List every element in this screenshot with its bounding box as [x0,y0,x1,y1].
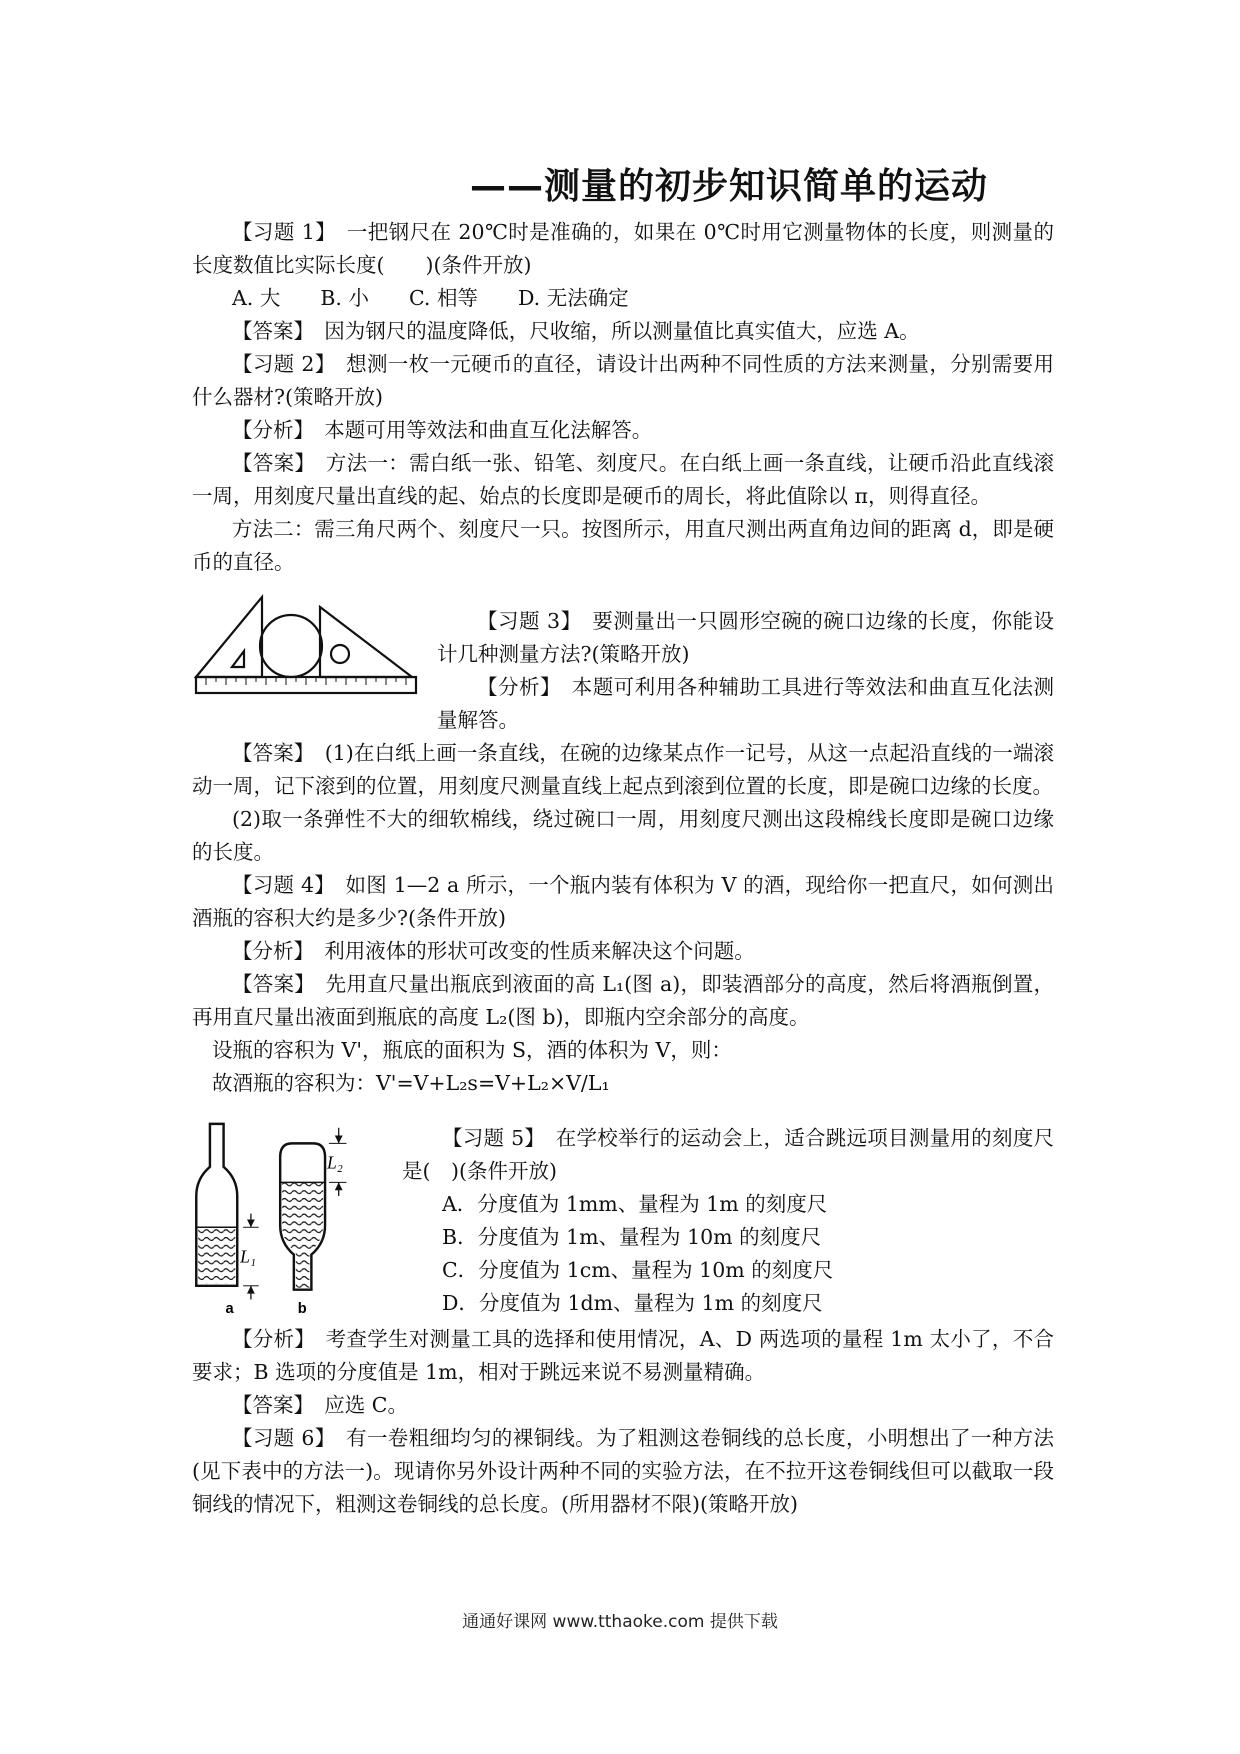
q1-option-a: A. 大 [232,286,281,310]
q1-text: 【习题 1】 一把钢尺在 20℃时是准确的，如果在 0℃时用它测量物体的长度，则测量的长度数值比实际长度( )(条件开放) [192,220,1054,277]
q4-line-2: 故酒瓶的容积为：V'=V+L₂s=V+L₂×V/L₁ [212,1071,610,1095]
q4-text: 【习题 4】 如图 1—2 a 所示，一个瓶内装有体积为 V 的酒，现给你一把直尺，如何测出酒瓶的容积大约是多少?(条件开放) [192,873,1054,930]
q4-answer: 【答案】 先用直尺量出瓶底到液面的高 L₁(图 a)，即装酒部分的高度，然后将酒瓶倒置，再用直尺量出液面到瓶底的高度 L₂(图 b)，即瓶内空余部分的高度。 [192,972,1054,1029]
page-title: ——测量的初步知识简单的运动 [470,166,989,207]
label-l1: L₁ [240,1246,257,1267]
q5-answer: 【答案】 应选 C。 [232,1393,408,1417]
q3-answer-2: (2)取一条弹性不大的细软棉线，绕过碗口一周，用刻度尺测出这段棉线长度即是碗口边缘的长度。 [192,807,1054,864]
q2-text: 【习题 2】 想测一枚一元硬币的直径，请设计出两种不同性质的方法来测量，分别需要用什么器材?(策略开放) [192,352,1054,409]
q2-answer: 【答案】 方法一：需白纸一张、铅笔、刻度尺。在白纸上画一条直线，让硬币沿此直线滚一周，用刻度尺量出直线的起、始点的长度即是硬币的周长，将此值除以 π，则得直径。 [192,451,1054,508]
q1-option-b: B. 小 [320,286,369,310]
triangles-coin-figure [192,593,422,703]
q5-text: 【习题 5】 在学校举行的运动会上，适合跳远项目测量用的刻度尺是( )(条件开放) [402,1126,1054,1183]
bottles-figure [192,1118,382,1318]
q5-analysis: 【分析】 考查学生对测量工具的选择和使用情况，A、D 两选项的量程 1m 太小了，不合要求；B 选项的分度值是 1m，相对于跳远来说不易测量精确。 [192,1327,1054,1384]
q5-option-b: B．分度值为 1m、量程为 10m 的刻度尺 [442,1225,822,1249]
q5-option-c: C．分度值为 1cm、量程为 10m 的刻度尺 [442,1258,834,1282]
page-footer: 通通好课网 www.tthaoke.com 提供下载 [462,1612,778,1632]
label-l2: L₂ [327,1152,343,1173]
q4-line-1: 设瓶的容积为 V'，瓶底的面积为 S，酒的体积为 V，则： [212,1038,732,1062]
q2-analysis: 【分析】 本题可用等效法和曲直互化法解答。 [232,418,653,442]
label-b: b [297,1301,307,1318]
q1-option-d: D. 无法确定 [517,286,629,310]
q1-answer: 【答案】 因为钢尺的温度降低，尺收缩，所以测量值比真实值大，应选 A。 [232,319,920,343]
q3-block [192,593,1054,737]
document-body [192,216,1054,1521]
q3-text: 【习题 3】 要测量出一只圆形空碗的碗口边缘的长度，你能设计几种测量方法?(策略开放) [437,609,1054,666]
q1-options [192,282,1054,315]
q3-answer-1: 【答案】 (1)在白纸上画一条直线，在碗的边缘某点作一记号，从这一点起沿直线的一端滚动一周，记下滚到的位置，用刻度尺测量直线上起点到滚到位置的长度，即是碗口边缘的长度。 [192,741,1054,798]
q6-text: 【习题 6】 有一卷粗细均匀的裸铜线。为了粗测这卷铜线的总长度，小明想出了一种方法(见下表中的方法一)。现请你另外设计两种不同的实验方法，在不拉开这卷铜线但可以截取一段铜线的情况下，粗测这卷铜线的总长度。(所用器材不限)(策略开放) [192,1426,1054,1516]
q2-method2: 方法二：需三角尺两个、刻度尺一只。按图所示，用直尺测出两直角边间的距离 d，即是硬币的直径。 [192,517,1054,574]
q5-option-d: D．分度值为 1dm、量程为 1m 的刻度尺 [442,1291,823,1315]
q4-analysis: 【分析】 利用液体的形状可改变的性质来解决这个问题。 [232,939,755,963]
q5-option-a: A．分度值为 1mm、量程为 1m 的刻度尺 [442,1192,828,1216]
q3-analysis: 【分析】 本题可利用各种辅助工具进行等效法和曲直互化法测量解答。 [437,675,1054,732]
label-a: a [225,1301,234,1318]
q5-block [192,1118,1054,1323]
q1-option-c: C. 相等 [408,286,478,310]
q3-analysis-head [437,671,1054,737]
